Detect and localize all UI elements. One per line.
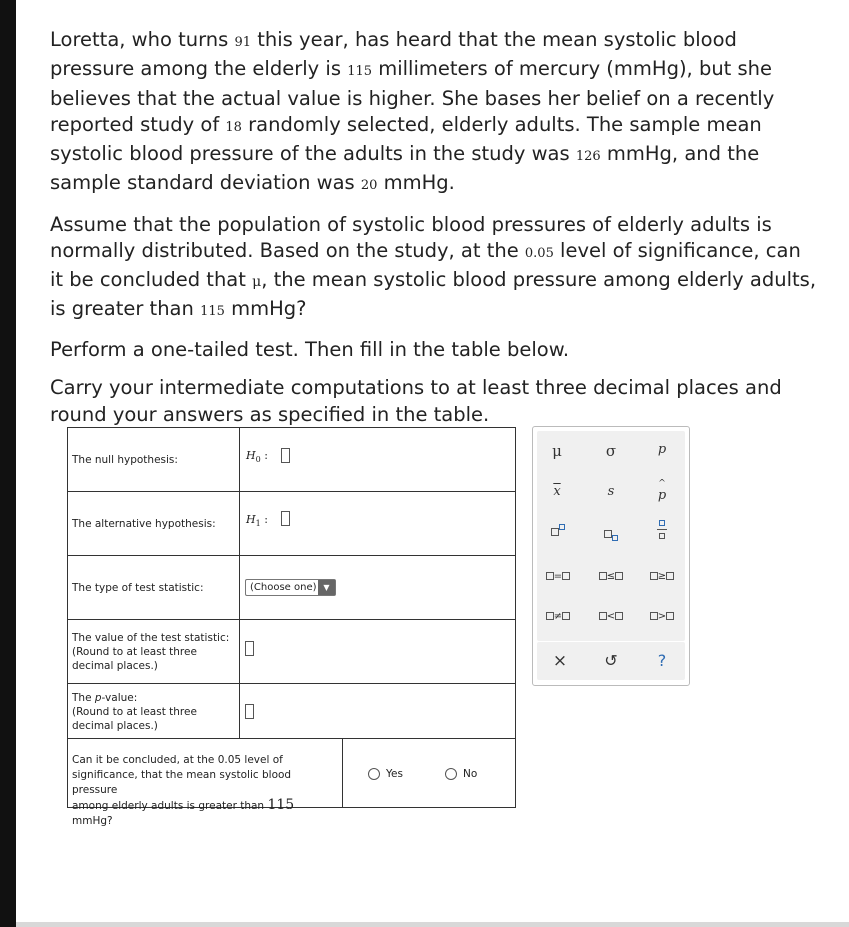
fraction-button[interactable] [647,519,677,540]
null-hypothesis-row [68,428,515,492]
null-hypothesis-input[interactable] [281,448,290,463]
less-than-button[interactable]: < [593,611,629,622]
test-statistic-type-select[interactable]: (Choose one) ▼ [245,579,336,596]
alternative-hypothesis-symbol: $H_1$ : [246,513,268,529]
alternative-hypothesis-input[interactable] [281,511,290,526]
p-value-row [68,684,515,739]
symbol-palette [532,426,690,686]
yes-radio[interactable] [368,768,380,780]
greater-equal-button[interactable]: ≥ [644,571,680,582]
sigma-button[interactable]: σ [605,442,617,460]
superscript-button[interactable] [543,524,573,539]
subscript-button[interactable] [596,526,626,541]
alternative-hypothesis-row [68,492,515,556]
s-button[interactable]: s [607,484,615,499]
less-equal-button[interactable]: ≤ [593,571,629,582]
null-hypothesis-symbol: $H_0$ : [246,449,268,465]
test-statistic-type-label: The type of test statistic: [72,582,204,594]
answer-table [67,427,516,827]
problem-text [50,27,820,440]
p-button[interactable]: p [657,442,667,457]
test-statistic-value-input[interactable] [245,641,254,656]
not-equal-button[interactable]: ≠ [540,611,576,622]
bottom-scrollbar[interactable] [16,922,849,927]
greater-than-button[interactable]: > [644,611,680,622]
left-edge-bar [0,0,16,927]
conclusion-question: Can it be concluded, at the 0.05 level of significance, that the mean systolic blood pressure among elderly adults is greater than 115 mmHg? [72,754,295,827]
problem-paragraph-2: Assume that the population of systolic blood pressures of elderly adults is normally distributed. Based on the study, at the 0.05 level of significance, can it be concluded that μ, the mean systolic blood pressure among elderly adults, is greater than 115 mmHg? [50,212,817,320]
alternative-hypothesis-label: The alternative hypothesis: [72,518,216,530]
null-hypothesis-label: The null hypothesis: [72,454,178,466]
conclusion-row [68,739,515,827]
test-statistic-value-label: The value of the test statistic: (Round to at least three decimal places.) [72,632,230,672]
problem-paragraph-1: Loretta, who turns 91 this year, has heard that the mean systolic blood pressure among the elderly is 115 millimeters of mercury (mmHg), but she believes that the actual value is higher. She bases her belief on a recently reported study of 18 randomly selected, elderly adults. The sample mean systolic blood pressure of the adults in the study was 126 mmHg, and the sample standard deviation was 20 mmHg. [50,28,775,195]
no-label: No [463,768,478,780]
test-statistic-type-row [68,556,515,620]
p-hat-button[interactable]: ^ p [657,479,667,503]
p-value-input[interactable] [245,704,254,719]
chevron-down-icon: ▼ [318,580,335,595]
clear-icon[interactable]: × [552,651,568,671]
no-radio[interactable] [445,768,457,780]
p-value-label: The p-value: (Round to at least three decimal places.) [72,692,197,732]
equals-button[interactable]: = [540,571,576,582]
x-bar-button[interactable]: $\overline{x}$ [553,484,561,499]
yes-label: Yes [386,768,403,780]
test-statistic-value-row [68,620,515,684]
help-icon[interactable]: ? [657,651,667,670]
undo-icon[interactable]: ↺ [604,651,618,670]
problem-paragraph-4: Carry your intermediate computations to at least three decimal places and round your answers as specified in the table. [50,376,782,426]
problem-paragraph-3: Perform a one-tailed test. Then fill in the table below. [50,337,570,361]
mu-button[interactable]: μ [552,442,562,460]
